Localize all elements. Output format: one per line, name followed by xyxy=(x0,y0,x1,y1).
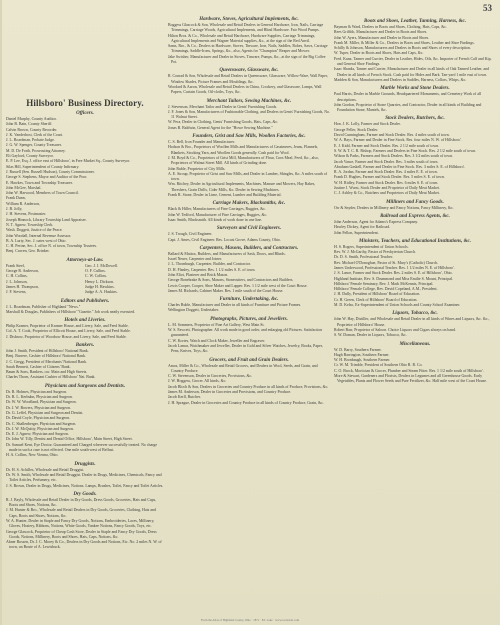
section-heading: Ministers, Teachers, and Educational Institutions, &c. xyxy=(359,238,471,244)
section-heading: Photographs, Pictures, and Jewellers. xyxy=(210,316,288,322)
directory-entry: C. S. Bell, Iron Founder and Manufacturer. xyxy=(168,140,235,145)
directory-entry: H. S. Rogers, Superintendent of Union Schools. xyxy=(334,244,409,249)
section-heading: Liquors, Tobacco, &c. xyxy=(392,311,438,317)
directory-entry: Dr. E. J. Agnew, Physician and Surgeon. xyxy=(6,432,69,437)
directory-entry: C. O. Brock, Mortician & Grocer, Plumber and Steam Fitter. Res. 1 1/2 mile south of Hillsboro'. xyxy=(334,368,484,373)
directory-entry: J. L. Thornburgh, Carpenter, Builder, and Contractor. xyxy=(168,262,251,267)
section-heading: Grocers, and Fruit and Grain Dealers. xyxy=(209,357,289,363)
attorney-name: George R. Anderson, xyxy=(6,269,39,274)
directory-entry: W. A. Hunter, Dealer in Staple and Fancy Dry Goods, Notions, Embroideries, Laces, Millinery, Gloves, Hosiery, Ribbons, Notions, White Goods, Yankee Notions, Fancy Goods, Toys, etc. xyxy=(6,519,155,529)
directory-entry: John Eliot, Plasterer and Brick Mason. xyxy=(168,272,229,277)
section-heading: Hardware, Stoves, Agricultural Implements, &c. xyxy=(199,17,299,22)
section-heading: Milliners and Fancy Goods. xyxy=(386,199,444,205)
directory-entry: George Glascock, Proprietor of Cheap Cash Store, Dealer in Staple and Fancy Dry Goods, Dress Goods, Notions, Millinery, Boots and Shoes, Hats, Caps, Notions, &c. xyxy=(6,529,157,539)
section-heading: Physicians and Surgeons and Dentists. xyxy=(44,383,126,389)
section-heading: Stock Dealers, Butchers, &c. xyxy=(385,116,445,122)
page-edge-left xyxy=(0,0,2,625)
directory-entry: Hilton Bros. & Co., Wholesale and Retail Hardware, Hardware Supplies, Carriage Trimmings, Agricultural Implements and Wagner Material supplies, &c., at the sign of the Red Anvil. xyxy=(168,33,316,43)
page-number: 53 xyxy=(483,3,492,13)
attorney-name: Frank Steel, xyxy=(6,263,25,268)
directory-entry: J. H. Stevens, Postmaster. xyxy=(6,212,47,217)
directory-entry: Col. A. T. Cook, Proprietor of Ellicott House, and Livery, Sale, and Feed Stable. xyxy=(6,329,131,334)
column-1 xyxy=(6,98,164,551)
directory-entry: James M. Richards, Cabinet Maker. Res. 1 mile south of the Court House. xyxy=(168,288,284,293)
directory-entry: Benj. Craven, Geo. Brinker. xyxy=(6,249,50,254)
directory-entry: R. A. Jordan, Farmer and Stock Dealer. Res. 4 miles E. E. of town. xyxy=(334,170,438,175)
directory-entry: John W. Harwood, Members of Town Council. xyxy=(6,191,79,196)
attorney-name: O. F. Cullins. xyxy=(85,269,106,274)
directory-entry: C. H. Perine, Sec. J. office N. of town, Township Trustees. xyxy=(6,244,98,249)
directory-entry: Hawley Dickey, Agent for Railroad. xyxy=(334,225,391,230)
directory-entry: John B. Bain, County Sheriff. xyxy=(6,122,53,127)
directory-entry: C. W. Kortes, Watch and Clock Maker, Jeweller and Engraver. xyxy=(168,338,266,343)
directory-entry: R. Conrad & Son, Wholesale and Retail Dealers in Queensware, Glassware, Willow-Ware, Wall Paper, Window Shades, Picture Frames and Mouldings, &c. xyxy=(168,74,328,84)
directory-entry: Philip Kramer, Proprietor of Kramer House, and Livery, Sale, and Feed Stable. xyxy=(6,324,129,329)
directory-entry: Eli Gaylord, County Surveyor. xyxy=(6,154,54,159)
directory-entry: W. D. Barry, Southern Farmer. xyxy=(334,347,382,352)
directory-entry: S. W. Doman, Dealer in Liquors, Tobacco, &c. xyxy=(334,333,407,338)
directory-entry: Sams, Bro., & Co., Dealers in Hardware, Stoves, Tinware, Iron, Nails, Saddles, Robes, Saws, Carriage Trimmings, Saddle-Irons, Springs, &c., also, Agents for "Champion" Reaper and Mower. xyxy=(168,44,328,54)
directory-entry: Hon. J. K. Lolly, Farmer and Stock Dealer. xyxy=(334,122,401,127)
directory-entry: Hugh Barrington, Southern Farmer. xyxy=(334,352,390,357)
directory-entry: Dr. H. S. Achilles, Wholesale and Retail Druggist. xyxy=(6,467,85,472)
directory-entry: J. M. Hunter & Bro., Wholesale and Retail Dealers in Dry Goods, Groceries, Clothing, Hats and Caps, Boots and Shoes, Notions, &c. xyxy=(6,508,156,518)
directory-entry: D. H. Flanley, Carpenter. Res. 1 1/2 miles S. E. of town. xyxy=(168,267,256,272)
directory-entry: Dr. C. Shallenberger, Physician and Surgeon. xyxy=(6,421,77,426)
directory-entry: W. Tuper, Dealer in Boots and Shoes, Hats and Caps, &c. xyxy=(334,51,424,56)
page-title: Hillsboro' Business Directory. xyxy=(26,98,144,108)
directory-entry: Fred. Kunz, Tanner and Currier, Dealer in Leather, Hides, Oils, &c. Importer of French Calf and Kip, and General Shoe Findings. xyxy=(334,56,492,67)
directory-entry: Jake Swisher, Manufacturer and Dealer in Stoves, Tinware, Pumps, &c., at the sign of the Big Coffee Pot. xyxy=(168,54,326,65)
section-heading: Founders, Grist and Saw Mills, Woollen Factories, &c. xyxy=(192,134,306,140)
directory-entry: Dr. W. W. Woodland, Physician and Surgeon. xyxy=(6,400,77,405)
directory-entry: J. K. Vanderhost, Clerk of the Court. xyxy=(6,132,63,137)
section-heading: Officers. xyxy=(76,111,94,116)
section-heading: Attorneys-at-Law. xyxy=(66,257,104,263)
directory-entry: J. M. Boyd & Co., Proprietors of Grist Mill, Manufacturers of Flour, Corn Meal, Feed, &c., also, Proprietors of Walnut Street Mill. All kinds of Grinding done. xyxy=(168,155,319,166)
directory-entry: Abner Rossen, Dr. J. C. Morey & Co., Dealers in Dry Goods and Notions, Etc. No. 2 miles N. W. of town, on Route of A. Lewisbuck. xyxy=(6,540,162,550)
attorney-name: J. L. Johnson, xyxy=(6,279,28,284)
directory-entry: John Ruble, Proprietor of City Mills. xyxy=(168,166,226,171)
directory-entry: J. S. Trough, Civil Engineer. xyxy=(168,232,213,237)
section-heading: Furniture, Undertaking, &c. xyxy=(219,297,279,303)
directory-entry: W. H. Ridley, Farmer and Stock Dealer. Res. 6 miles S. E. of town. xyxy=(334,180,439,185)
directory-entry: Woodard & Aaron, Wholesale and Retail Dealers in China, Crockery, and Glassware, Lamps, Wall Papers, Curtain Goods, Oil-cloths, Toys, &c. xyxy=(168,84,322,95)
directory-entry: John Gordon, Proprietor of Stone Quarries, and Contractor, Dealer in all kinds of Building and Foundation Stone, Mantels, &c. xyxy=(334,102,482,113)
directory-entry: Wash. Doggett, Justice of the Peace. xyxy=(6,228,63,233)
directory-entry: John W. Ayers, Manufacturer and Dealer in Boots and Shoes. xyxy=(334,35,430,40)
directory-entry: E. P. Lee, Esq. J. office east of Hillsboro', in Free Market Sq., County Surveyor. xyxy=(6,159,131,164)
directory-entry: Dr. R. Holmes, Physician and Surgeon. xyxy=(6,389,67,394)
directory-entry: Jonas B. Baldwin, General Agent for the "Howe Sewing Machine." xyxy=(168,125,273,130)
directory-entry: George S. Stephens, Mayor and Auditor of the Poor. xyxy=(6,175,88,180)
directory-entry: M. D. Kelso, Ex-Superintendent of Union Schools and County School Examiner. xyxy=(334,303,461,308)
section-heading: Miscellaneous. xyxy=(399,341,431,347)
section-heading: Boots and Shoes, Leather, Tanning, Harness, &c. xyxy=(364,19,466,24)
directory-entry: Paul Harris, Dealer in Marble Grounds, Headquartered Monuments, and Cemetery Work of all descriptions. xyxy=(334,92,482,102)
directory-entry: J. L. Boardman, Publisher of Highland "News." xyxy=(6,304,81,309)
directory-entry: Dr. David Coyle, Physician and Surgeon. xyxy=(6,416,71,421)
directory-entry: Highland Institute, Rev. S. Drummond and Miss Emilie S. Mount, Principal. xyxy=(334,276,454,281)
column-2 xyxy=(168,14,330,406)
directory-entry: R. J. Bayly, Wholesale and Retail Dealer in Dry Goods, Dress Goods, Groceries, Hats and Caps, Boots and Shoes, Notions, &c. xyxy=(6,497,157,508)
section-heading: Surveyors and Civil Engineers. xyxy=(216,226,282,232)
directory-entry: J. S. Brown, Dealer in Drugs, Medicines, Notions. Lamps, Brushes, Toilet, Fancy and Toilet Articles. xyxy=(6,483,164,488)
attorney-name: C. W. Collins. xyxy=(85,274,107,279)
directory-entry: J. B. Jolly, xyxy=(6,207,23,212)
directory-entry: L. M. Sommers, Proprietor of Fine Art Gallery, West Main St. xyxy=(168,322,265,327)
directory-entry: Daniel Murphy, County Auditor. xyxy=(6,117,57,121)
directory-entry: Calvin Brown, County Recorder. xyxy=(6,127,58,132)
attorney-name: Judge H. Hawkins. xyxy=(85,284,115,289)
directory-entry: Cr. W. M. Trimble, President of Southern Ohio R. R. Co. xyxy=(334,363,423,368)
directory-entry: Bayman & Ward, Dealers in Boots and Shoes, Clothing, Hats, Caps, &c. xyxy=(334,25,447,29)
section-heading: Queensware, Glassware, &c. xyxy=(219,68,279,74)
directory-entry: Dr. J. W. McQuitty, Physician and Surgeon. xyxy=(6,426,74,431)
directory-entry: Robert Barr, Proprietor of Saloon. Choice Liquors and Cigars always on hand. xyxy=(334,327,456,332)
directory-entry: George Bonebrake & Sons, Masons, Stonecutters, and Contractors and Builders. xyxy=(168,278,294,283)
directory-entry: William R. Anderson, xyxy=(6,201,40,206)
directory-entry: Marshall & Douglas, Publishers of Hillsboro' "Gazette." Job work neatly executed. xyxy=(6,309,136,314)
directory-entry: Dr. Samuel Kent, Eye Doctor. Guaranteed and Charged wherever successfully treated. No charge made in such a case is not effected. One mile south-west of Belfast. xyxy=(6,442,158,453)
directory-entry: Frank Dunn, xyxy=(6,196,26,201)
directory-entry: Hodson & Bro., Proprietors of Woollen Mills and Manufacturers of Cassimeres, Jeans, Flannels, Blankets, Stocking Yarn, and Woollen Goods generally. Cash paid for Wool. xyxy=(168,145,319,155)
directory-entry: David Cunningham, Farmer and Stock Dealer. Res. 4 miles south of town. xyxy=(334,133,450,138)
directory-entry: Jacob Lamar, Watchmaker and Jeweller, Dealer in Gold and Silver Watches, Jewelry, Books, Paper, Pens, Knives, Toys, &c. xyxy=(168,343,323,354)
directory-entry: Jacob Vance, Farmer and Stock Dealer. Res. 3 miles south of town. xyxy=(334,159,439,164)
attorney-name: J. F. Stevens, xyxy=(6,290,27,295)
directory-entry: Joseph Hinnock, Library Township Land Appraiser. xyxy=(6,217,87,222)
directory-entry: John J. Smith, President of Hillsboro' National Bank. xyxy=(6,348,89,353)
directory-entry: Schilly & Johnson, Manufacturers and Dealers in Boots and Shoes of every description. xyxy=(334,46,471,51)
section-heading: Railroad and Express Agents, &c. xyxy=(380,213,450,219)
section-heading: Editors and Publishers. xyxy=(60,298,110,304)
directory-entry: Charles Thorn, Assistant Cashier of Hillsboro' Nat. Bank. xyxy=(6,375,96,380)
directory-entry: Capt. J. Ames, Civil Engineer. Res. Locust Grove, Adams County, Ohio. xyxy=(168,237,281,242)
section-heading: Druggists. xyxy=(74,461,96,467)
directory-entry: John W. Hay, Distiller, and Wholesale and Retail Dealer in all kinds of Wines and Liquors, &c. &c., Proprietor of Hillsboro' House. xyxy=(334,317,490,327)
directory-entry: Frank M. Miller, & Miller & Co., Dealers in Boots and Shoes, Leather and Shoe Findings. xyxy=(334,40,475,45)
directory-entry: John Fellon, Superintendent. xyxy=(334,230,379,235)
directory-entry: Sarah Bennett, Cashier of Citizens' Bank. xyxy=(6,364,71,369)
directory-entry: Wilson & Parks, Farmers and Stock Dealers. Res. 3 1/2 miles south of town. xyxy=(334,154,454,159)
directory-entry: Hillsboro' Female College, Rev. David Copeland, A.M., President. xyxy=(334,287,438,292)
directory-entry: W. S. Fawcett, Photographer. All work made in good order, and enlarging old Pictures. Satisfaction guaranteed. xyxy=(168,328,323,338)
directory-entry: Cr. H. Green, Clerk of Hillsboro' Board of Education. xyxy=(334,297,418,302)
directory-entry: W. Pera, Dealer in Clothing, Gents' Furnishing Goods, Hats, Caps, &c. xyxy=(168,120,279,125)
directory-entry: Dr. R. L. Kerbuhn, Physician and Surgeon. xyxy=(6,395,73,400)
directory-entry: Rees Griffith, Manufacturer and Dealer in Boots and Shoes. xyxy=(334,30,428,35)
directory-entry: Benj. Barrere, Cashier of Hillsboro' National Bank. xyxy=(6,354,86,359)
directory-entry: James Underwood, Professional Teacher. Res. 1 1/2 miles N. E. of Hillsboro'. xyxy=(334,265,455,270)
directory-entry: Jacob Bloch & Son, Dealers in Groceries and Country Produce in all kinds of Produce, Provisions, &c. xyxy=(168,384,329,389)
directory-entry: James M. Anderson, Dealer in Groceries and Provisions, and Country Produce. xyxy=(168,390,292,395)
directory-entry: J. L. Boardman, Probate Judge. xyxy=(6,138,55,143)
directory-entry: W. H. Bronbaugh, Southern Farmer. xyxy=(334,358,391,363)
directory-entry: Baum & Sons, Bankers, cor. Main and High Streets. xyxy=(6,370,88,375)
attorney-row xyxy=(6,290,164,295)
column-3 xyxy=(334,16,496,385)
attorney-name: Geo. J. J. McDowell. xyxy=(85,263,118,268)
directory-entry: E. Hawkes, Town and Township Treasurer. xyxy=(6,180,73,185)
directory-entry: J. Disbrow, Proprietor of Woodrow House, and Livery, Sale, and Feed Stable. xyxy=(6,334,127,339)
directory-entry: J. C. Gregg, President of Merchants' National Bank. xyxy=(6,359,87,364)
directory-entry: W. A. Bays, Farmer and Dealer in Fine Stock. Res. four miles N. W. of Hillsboro'. xyxy=(334,138,462,143)
directory-entry: Dr. D. S. Smith, Professional Teacher. xyxy=(334,255,394,260)
directory-entry: Isaac Smith, Blacksmith. All kinds of work done in one line. xyxy=(168,217,263,222)
attorney-name: Judge A. A. Haskins. xyxy=(85,290,118,295)
directory-entry: J. G. W. Spenger, County Treasurer. xyxy=(6,143,62,148)
section-heading: Carriage Makers, Blacksmiths, &c. xyxy=(212,201,286,207)
directory-entry: Hillsboro' Female Seminary, Rev. J. Mark McKennis, Principal. xyxy=(334,281,434,286)
directory-entry: M. D. De Forth, Prosecuting Attorney. xyxy=(6,148,66,153)
directory-entry: H. A. Collins, New Vienna, Ohio. xyxy=(6,453,59,458)
directory-entry: Abraham Gaskell, Farmer and Dealer in Fine Stock. Res. 3 miles S. E. of Hillsboro'. xyxy=(334,164,466,169)
directory-entry: John Woodall, Internal Revenue Assessor. xyxy=(6,233,72,238)
directory-entry: B. A. Lurty, Sec. J. oates west of Ohio. xyxy=(6,238,67,243)
directory-entry: Charles Ruble, Manufacturer and Dealer in all kinds of Furniture and Picture Frames. xyxy=(168,303,302,308)
directory-entry: E. J. Kidd, Farmer and Stock Dealer. Res. 2 1/2 mile south of town. xyxy=(334,143,440,148)
directory-entry: More & Stewart, Gardeners and Florists, Dealers in Legumes and all Greenhouse Goods. Early Vegetables, Plants and Flower Seeds and Pure Fertilizer, &c. Half mile west of the Court House. xyxy=(334,374,487,384)
directory-entry: Jacob Kerll, Butcher. xyxy=(168,395,201,400)
directory-entry: Rev. W. J. McGarthy, Pastor of Presbyterian Church. xyxy=(334,250,417,255)
directory-entry: J. S. Lance, Farmer and Stock Dealer. Res. 2 miles S. E. of Hillsboro', Ohio. xyxy=(334,271,453,276)
directory-entry: Boggess Glascock & Son, Wholesale and Retail Dealers in General Hardware, Iron, Nails, Carriage Trimmings, Carriage Woods, Agricultural Implements, and Blind Hardware. Fair Wood Pumps. xyxy=(168,23,324,33)
directory-entry: Silas Hill, Superintendent of County Infirmary. xyxy=(6,164,80,169)
directory-entry: George Feller, Stock Dealer. xyxy=(334,127,379,132)
directory-entry: Ballard & Mattox, Builders, and Manufacturers of Sash, Doors, and Blinds. xyxy=(168,251,286,256)
directory-entry: A. E. Stroup, Proprietor of Grist and Saw Mills, and Dealer in Lumber, Shingles, &c. A miles south of town. xyxy=(168,171,328,182)
section-heading: Bankers. xyxy=(75,342,95,348)
directory-entry: Amos, Miller & Co., Wholesale and Retail Grocers, and Dealers in Wool, Seeds, and Grain, and Country Produce. xyxy=(168,363,318,373)
directory-entry: Frank R. Stone, Dealer in Lime, Cement, Lumber and Building Material. xyxy=(168,193,282,198)
directory-entry: Dr. G. Leffel, Physician and Surgeon and Dentist. xyxy=(6,410,84,415)
section-heading: Merchant Tailors, Sewing Machines, &c. xyxy=(206,98,292,104)
section-heading: Marble Works and Stone Dealers. xyxy=(380,86,450,92)
directory-entry: J. F. Jones & Son, Manufacturers of Fashionable Clothing, and Dealers in Gents' Furnishing Goods, No. 11 Walnut Street. xyxy=(168,109,330,120)
directory-entry: J. Russell (Sen. Russell Hudson), County Commissioner. xyxy=(6,169,95,174)
directory-entry: S. W. & T. C. R. Bishop, Farmers and Dealers in Fine Stock. Res. 2 1/2 mile south of town. xyxy=(334,148,477,153)
directory-entry: Wm. Ritchey, Dealer in Agricultural Implements, Machines, Manure and Mowers, Hay Rakes, Threshers, Grain Drills, Cider Mills, &c. Dealer in Sewing Machines. xyxy=(168,182,316,192)
directory-entry: Justine J. Wurst, Stock Dealer and Proprietor of Daily Meat Market. xyxy=(334,186,440,191)
directory-entry: Isaac Shanks, Tanner and Currier, Manufacturer and Dealer in all kinds of Oak Tanned Leather, and Dealer in all kinds of French Stock. Cash paid for Hides and Bark. Tan-yard 1 mile east of town. xyxy=(334,67,489,77)
directory-entry: N. T. Agnew, Township Clerk. xyxy=(6,222,54,227)
directory-entry: J. H. Sprague, Dealer in Groceries and Country Produce in all kinds of Country Produce, Grain, &c. xyxy=(168,400,324,405)
directory-entry: J. Stevenson, Merchant Tailor and Dealer in Gents' Furnishing Goods. xyxy=(168,104,278,109)
directory-entry: Dr. John W. Tilly, Dentist and Dental Office, Hillsboro', Main Street, High Street. xyxy=(6,437,133,442)
attorney-name: Henry L. Dickson. xyxy=(85,279,114,284)
directory-entry: J. W. Hoggess, Grocer. All kinds, &c. xyxy=(168,379,227,384)
directory-entry: Frank D. Hughes, Farmer and Stock Dealer. Res. 5 miles S. E. of town. xyxy=(334,175,445,180)
directory-entry: Black & Hiller, Manufacturers of Fine Carriages, Buggies, &c. xyxy=(168,207,266,212)
section-heading: Dry Goods. xyxy=(73,491,97,497)
directory-entry: Madden & Son, Manufacturers and Dealers in Saddles, Harness, Collars, Whips, &c. xyxy=(334,77,467,82)
directory-entry: Rev. Michael O'Donoghue, Pastor of St. Mary's (Catholic) Church. xyxy=(334,260,439,265)
attorney-name: James H. Thompson, xyxy=(6,284,39,289)
directory-entry: C. J. Ashley & Co., Butchers and Proprietors of Daily Meat Market. xyxy=(334,191,440,196)
directory-entry: John W. Tedford, Manufacturer of Fine Carriages, Buggies, &c. xyxy=(168,212,268,217)
directory-entry: J. H. Dully, President of Hillsboro' Board of Education. xyxy=(334,292,421,297)
directory-entry: C. W. Stevenson, Dealer in Groceries, Provisions, &c. xyxy=(168,374,253,379)
section-heading: Hotels and Liveries. xyxy=(64,318,106,324)
directory-entry: Orr & Snyder, Dealers in Millinery and Fancy Notions, Fancy Millinery, &c. xyxy=(334,205,454,210)
page-footer: From the Atlas of Highland County, Ohio · 1871 · Ed. Lake · www.rootsweb.com xyxy=(200,618,300,622)
directory-entry: John Anderson, Agent for Adams's Express Company. xyxy=(334,219,419,224)
directory-entry: John McGee, Marshal. xyxy=(6,185,42,190)
directory-entry: Dr. J. W. Bowers, Physician and Surgeon. xyxy=(6,405,71,410)
directory-entry: Israel Neuer, Carpenter and Joiner. xyxy=(168,257,223,262)
attorney-name: C. H. Collins, xyxy=(6,274,28,279)
section-heading: Carpenters, Masons, Builders, and Contractors. xyxy=(199,245,299,251)
directory-entry: Dr. W. S. Smith, Wholesale and Retail Druggist. Dealer in Drugs, Medicines, Chemicals, Fancy and Toilet Articles, Perfumery, etc. xyxy=(6,472,162,483)
directory-entry: Wellington Doggett, Undertaker. xyxy=(168,308,219,313)
directory-entry: Lewis Cooper, Cooper, Shoe Maker and Lapper. Res. 1 1/2 mile west of the Court House. xyxy=(168,283,308,288)
